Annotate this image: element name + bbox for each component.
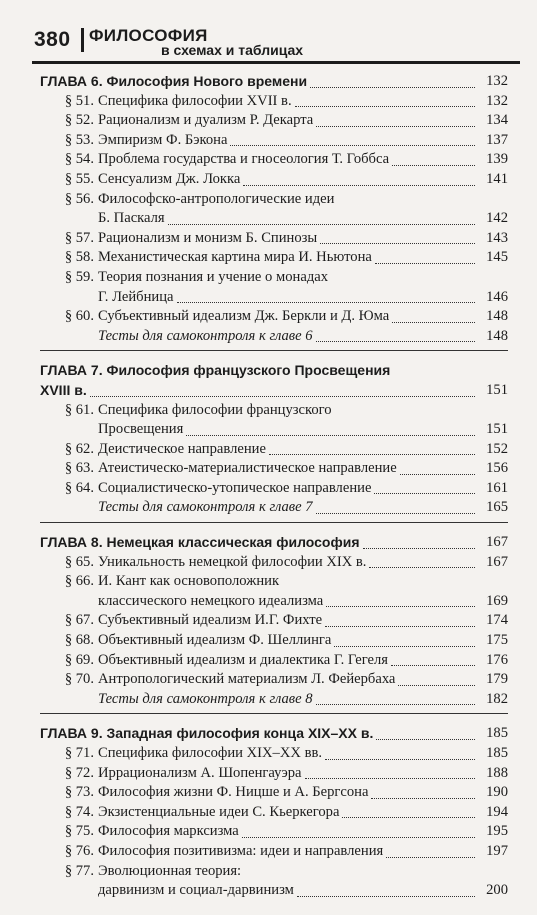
entry-title: Эмпиризм Ф. Бэкона	[98, 131, 228, 148]
entry-page: 148	[486, 308, 508, 325]
leader-dots	[230, 144, 475, 146]
entry-page: 161	[486, 479, 508, 496]
section-number: § 72.	[64, 764, 94, 781]
leader-dots	[376, 738, 475, 740]
toc-entry[interactable]	[40, 268, 508, 288]
chapter-section	[40, 724, 508, 904]
section-number: § 66.	[64, 573, 94, 590]
section-number: § 69.	[64, 651, 94, 668]
entry-title: Теория познания и учение о монадах	[98, 268, 329, 285]
section-number: § 59.	[64, 268, 94, 285]
section-number: § 74.	[64, 803, 94, 820]
toc-entry[interactable]	[40, 862, 508, 882]
toc-entry[interactable]	[40, 420, 508, 440]
toc-entry[interactable]	[40, 744, 508, 764]
leader-dots	[177, 301, 475, 303]
entry-page: 145	[486, 249, 508, 266]
leader-dots	[269, 453, 475, 455]
toc-entry[interactable]	[40, 229, 508, 249]
section-number: § 62.	[64, 440, 94, 457]
chapter-title[interactable]	[40, 72, 508, 92]
leader-dots	[375, 262, 475, 264]
leader-dots	[371, 797, 475, 799]
entry-page: 188	[486, 764, 508, 781]
leader-dots	[316, 125, 475, 127]
toc-entry[interactable]	[40, 248, 508, 268]
header-rule	[32, 61, 520, 64]
leader-dots	[316, 512, 475, 514]
leader-dots	[391, 664, 475, 666]
toc-entry[interactable]	[40, 307, 508, 327]
section-number: § 55.	[64, 170, 94, 187]
entry-title: Тесты для самоконтроля к главе 7	[98, 499, 313, 516]
section-number: § 73.	[64, 784, 94, 801]
section-number: § 63.	[64, 460, 94, 477]
entry-title: Тесты для самоконтроля к главе 6	[98, 327, 313, 344]
entry-title: Проблема государства и гносеология Т. Гоббса	[98, 151, 390, 168]
leader-dots	[186, 434, 475, 436]
leader-dots	[316, 340, 475, 342]
leader-dots	[316, 703, 475, 705]
section-number: § 77.	[64, 862, 94, 879]
leader-dots	[305, 777, 476, 779]
book-subtitle: в схемах и таблицах	[161, 42, 304, 58]
leader-dots	[168, 223, 475, 225]
section-number: § 51.	[64, 92, 94, 109]
toc-entry[interactable]	[40, 783, 508, 803]
entry-page: 190	[486, 784, 508, 801]
entry-title: Г. Лейбница	[98, 288, 174, 305]
entry-page: 141	[486, 170, 508, 187]
entry-title: Деистическое направление	[98, 440, 266, 457]
entry-page: 175	[486, 632, 508, 649]
toc-entry[interactable]	[40, 92, 508, 112]
toc-entry[interactable]	[40, 822, 508, 842]
toc-entry[interactable]	[40, 572, 508, 592]
leader-dots	[400, 473, 475, 475]
section-number: § 56.	[64, 190, 94, 207]
chapter-section	[40, 533, 508, 714]
leader-dots	[325, 625, 475, 627]
chapter-title-continued[interactable]	[40, 381, 508, 401]
entry-title: Специфика философии XIX–XX вв.	[98, 745, 323, 761]
entry-page: 165	[486, 499, 508, 516]
section-number: § 71.	[64, 745, 94, 761]
chapter-title-text: ГЛАВА 6. Философия Нового времени	[40, 73, 308, 89]
entry-title: Экзистенциальные идеи С. Кьеркегора	[98, 803, 340, 820]
entry-page: 156	[486, 460, 508, 477]
entry-title: Социалистическо-утопическое направление	[98, 479, 372, 496]
entry-title: Механистическая картина мира И. Ньютона	[98, 249, 372, 266]
self-test-entry[interactable]	[40, 498, 508, 518]
section-number: § 70.	[64, 671, 94, 688]
toc-entry[interactable]	[40, 131, 508, 151]
entry-title: Антропологический материализм Л. Фейербаха	[98, 671, 396, 688]
entry-page: 197	[486, 842, 508, 859]
entry-page: 143	[486, 229, 508, 246]
entry-page: 139	[486, 151, 508, 168]
section-number: § 64.	[64, 479, 94, 496]
leader-dots	[310, 86, 475, 88]
toc-entry[interactable]	[40, 670, 508, 690]
entry-page: 176	[486, 651, 508, 668]
leader-dots	[242, 836, 475, 838]
book-title: ФИЛОСОФИЯ	[89, 26, 208, 45]
entry-title: Иррационализм А. Шопенгауэра	[98, 764, 302, 781]
entry-page: 194	[486, 803, 508, 820]
leader-dots	[90, 395, 475, 397]
section-number: § 75.	[64, 823, 94, 840]
leader-dots	[297, 895, 475, 897]
toc-entry[interactable]	[40, 401, 508, 421]
chapter-section	[40, 361, 508, 523]
entry-page: 169	[486, 592, 508, 609]
leader-dots	[326, 605, 475, 607]
entry-title: Объективный идеализм и диалектика Г. Гегеля	[98, 651, 388, 668]
entry-page: 148	[486, 327, 508, 344]
page-header	[20, 20, 520, 58]
self-test-entry[interactable]	[40, 327, 508, 347]
toc-entry[interactable]	[40, 592, 508, 612]
entry-page: 132	[486, 92, 508, 109]
section-number: § 57.	[64, 229, 94, 246]
toc-entry[interactable]	[40, 764, 508, 784]
toc-entry[interactable]	[40, 479, 508, 499]
leader-dots	[295, 105, 475, 107]
toc-entry[interactable]	[40, 170, 508, 190]
leader-dots	[320, 242, 475, 244]
toc-entry[interactable]	[40, 553, 508, 573]
table-of-contents	[40, 72, 508, 915]
section-number: § 68.	[64, 632, 94, 649]
entry-page: 152	[486, 440, 508, 457]
entry-page: 142	[486, 210, 508, 227]
toc-entry[interactable]	[40, 288, 508, 308]
toc-entry[interactable]	[40, 190, 508, 210]
leader-dots	[342, 816, 475, 818]
entry-page: 182	[486, 690, 508, 707]
entry-title: Просвещения	[98, 421, 184, 438]
entry-page: 185	[486, 745, 508, 761]
toc-entry[interactable]	[40, 209, 508, 229]
entry-title: Философия позитивизма: идеи и направления	[98, 842, 384, 859]
leader-dots	[374, 492, 475, 494]
entry-page: 167	[486, 553, 508, 570]
entry-page: 134	[486, 112, 508, 129]
leader-dots	[392, 321, 475, 323]
chapter-title-text: ГЛАВА 9. Западная философия конца XIX–XX в.	[40, 725, 374, 742]
section-number: § 54.	[64, 151, 94, 168]
entry-title: Субъективный идеализм И.Г. Фихте	[98, 612, 323, 629]
entry-title: Тесты для самоконтроля к главе 8	[98, 690, 313, 707]
chapter-page: 132	[486, 73, 508, 89]
entry-title: Рационализм и монизм Б. Спинозы	[98, 229, 318, 246]
entry-title: Специфика философии французского	[98, 401, 332, 418]
toc-entry[interactable]	[40, 651, 508, 671]
leader-dots	[398, 684, 475, 686]
leader-dots	[243, 184, 475, 186]
chapter-title[interactable]	[40, 361, 508, 381]
entry-title: Эволюционная теория:	[98, 862, 242, 879]
entry-page: 179	[486, 671, 508, 688]
chapter-title-text: ГЛАВА 7. Философия французского Просвещения	[40, 362, 391, 379]
self-test-entry[interactable]	[40, 690, 508, 710]
entry-title: Философско-антропологические идеи	[98, 190, 335, 207]
toc-entry[interactable]	[40, 881, 508, 901]
toc-entry[interactable]	[40, 440, 508, 460]
entry-title: Сенсуализм Дж. Локка	[98, 170, 241, 187]
section-number: § 67.	[64, 612, 94, 629]
section-number: § 58.	[64, 249, 94, 266]
entry-title: Б. Паскаля	[98, 210, 165, 227]
chapter-section	[40, 72, 508, 351]
page-number: 380	[34, 28, 71, 51]
leader-dots	[369, 566, 475, 568]
toc-entry[interactable]	[40, 842, 508, 862]
entry-page: 146	[486, 288, 508, 305]
entry-title: Уникальность немецкой философии XIX в.	[98, 553, 367, 570]
entry-title: Философия жизни Ф. Ницше и А. Бергсона	[98, 784, 369, 801]
entry-page: 151	[486, 421, 508, 438]
toc-entry[interactable]	[40, 459, 508, 479]
chapter-title[interactable]	[40, 724, 508, 744]
entry-title: Философия марксизма	[98, 823, 239, 840]
entry-title: Субъективный идеализм Дж. Беркли и Д. Юма	[98, 308, 390, 325]
leader-dots	[325, 758, 475, 760]
section-number: § 60.	[64, 308, 94, 325]
entry-page: 137	[486, 131, 508, 148]
entry-title: Специфика философии XVII в.	[98, 92, 292, 109]
toc-entry[interactable]	[40, 803, 508, 823]
entry-page: 200	[486, 882, 508, 899]
chapter-title-text: ГЛАВА 8. Немецкая классическая философия	[40, 534, 360, 551]
leader-dots	[334, 645, 475, 647]
leader-dots	[386, 856, 475, 858]
chapter-page: 151	[486, 381, 508, 398]
entry-title: Атеистическо-материалистическое направление	[98, 460, 397, 477]
entry-page: 195	[486, 823, 508, 840]
header-divider-bar	[81, 28, 84, 52]
entry-title: Рационализм и дуализм Р. Декарта	[98, 112, 314, 129]
leader-dots	[363, 547, 475, 549]
section-number: § 65.	[64, 553, 94, 570]
toc-entry[interactable]	[40, 150, 508, 170]
toc-entry[interactable]	[40, 111, 508, 131]
section-number: § 61.	[64, 401, 94, 418]
chapter-title-text: XVIII в.	[40, 381, 87, 398]
entry-title: И. Кант как основоположник	[98, 573, 280, 590]
chapter-page: 167	[486, 534, 508, 551]
entry-title: классического немецкого идеализма	[98, 592, 324, 609]
section-number: § 52.	[64, 112, 94, 129]
toc-entry[interactable]	[40, 611, 508, 631]
entry-title: Объективный идеализм Ф. Шеллинга	[98, 632, 332, 649]
chapter-page: 185	[486, 725, 508, 742]
toc-entry[interactable]	[40, 631, 508, 651]
chapter-title[interactable]	[40, 533, 508, 553]
entry-page: 174	[486, 612, 508, 629]
section-number: § 76.	[64, 842, 94, 859]
section-number: § 53.	[64, 131, 94, 148]
leader-dots	[392, 164, 475, 166]
entry-title: дарвинизм и социал-дарвинизм	[98, 882, 294, 899]
